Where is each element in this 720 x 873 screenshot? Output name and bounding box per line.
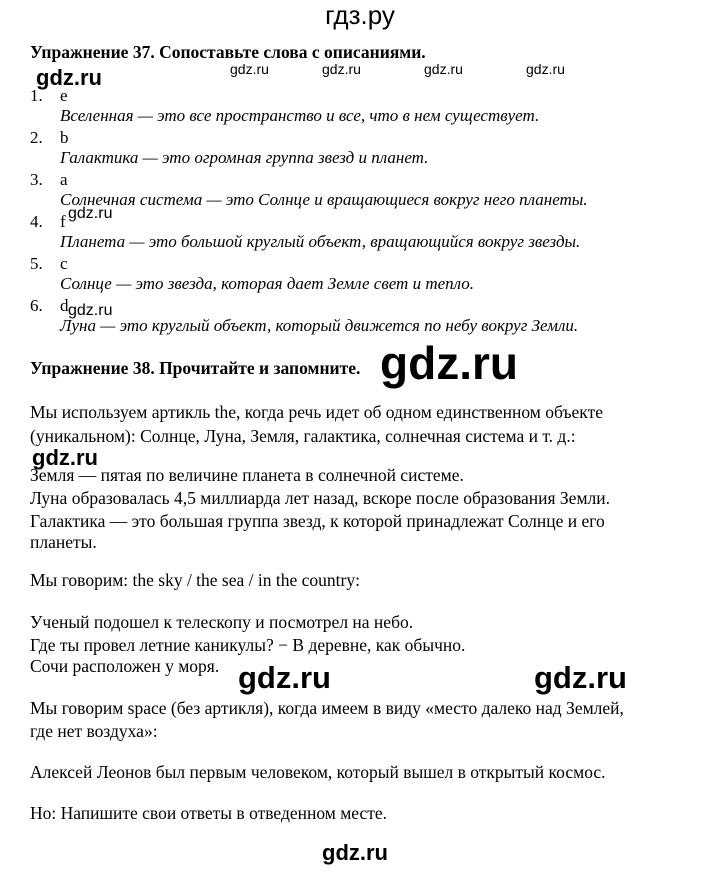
text-line: (уникальном): Солнце, Луна, Земля, галактика, солнечная система и т. д.:	[30, 426, 576, 446]
item-description: Солнечная система — это Солнце и вращающиеся вокруг него планеты.	[60, 190, 588, 209]
exercise-37-heading: Упражнение 37. Сопоставьте слова с описаниями.	[30, 42, 426, 62]
text-line: Мы говорим space (без артикля), когда имеем в виду «место далеко над Землей,	[30, 698, 624, 718]
item-number: 3.	[30, 170, 43, 189]
item-number: 6.	[30, 296, 43, 315]
item-number: 4.	[30, 212, 43, 231]
text-line: Где ты провел летние каникулы? − В деревне, как обычно.	[30, 635, 466, 655]
site-title[interactable]: гдз.ру	[325, 0, 395, 30]
watermark: gdz.ru	[230, 61, 269, 77]
watermark: gdz.ru	[32, 445, 98, 470]
text-line: Ученый подошел к телескопу и посмотрел на небо.	[30, 612, 414, 632]
text-line: Мы используем артикль the, когда речь идет об одном единственном объекте	[30, 402, 603, 422]
item-answer: e	[60, 86, 68, 105]
text-line: Мы говорим: the sky / the sea / in the country:	[30, 570, 360, 590]
watermark: gdz.ru	[238, 660, 331, 695]
item-description: Солнце — это звезда, которая дает Земле свет и тепло.	[60, 274, 475, 293]
text-line: Алексей Леонов был первым человеком, который вышел в открытый космос.	[30, 762, 606, 782]
text-line: где нет воздуха»:	[30, 721, 158, 741]
text-line: Земля — пятая по величине планета в солнечной системе.	[30, 465, 464, 485]
item-description: Вселенная — это все пространство и все, что в нем существует.	[60, 106, 540, 125]
exercise-38-heading: Упражнение 38. Прочитайте и запомните.	[30, 358, 361, 378]
watermark: gdz.ru	[424, 61, 463, 77]
watermark: gdz.ru	[36, 65, 102, 90]
text-line: Сочи расположен у моря.	[30, 656, 220, 676]
text-line: Но: Напишите свои ответы в отведенном месте.	[30, 803, 388, 823]
text-line: Галактика — это большая группа звезд, к которой принадлежат Солнце и его	[30, 511, 605, 531]
item-answer: f	[60, 212, 66, 231]
watermark: gdz.ru	[68, 302, 113, 319]
watermark: gdz.ru	[380, 337, 518, 389]
item-number: 2.	[30, 128, 43, 147]
item-description: Галактика — это огромная группа звезд и планет.	[60, 148, 429, 167]
watermark: gdz.ru	[68, 205, 113, 222]
text-line: планеты.	[30, 532, 97, 552]
watermark: gdz.ru	[322, 840, 388, 865]
item-answer: c	[60, 254, 68, 273]
watermark: gdz.ru	[322, 61, 361, 77]
item-description: Планета — это большой круглый объект, вращающийся вокруг звезды.	[60, 232, 581, 251]
item-answer: d	[60, 296, 69, 315]
item-answer: a	[60, 170, 68, 189]
item-number: 5.	[30, 254, 43, 273]
watermark: gdz.ru	[526, 61, 565, 77]
watermark: gdz.ru	[534, 660, 627, 695]
item-description: Луна — это круглый объект, который движется по небу вокруг Земли.	[60, 316, 579, 335]
item-number: 1.	[30, 86, 43, 105]
item-answer: b	[60, 128, 69, 147]
text-line: Луна образовалась 4,5 миллиарда лет назад, вскоре после образования Земли.	[30, 488, 610, 508]
